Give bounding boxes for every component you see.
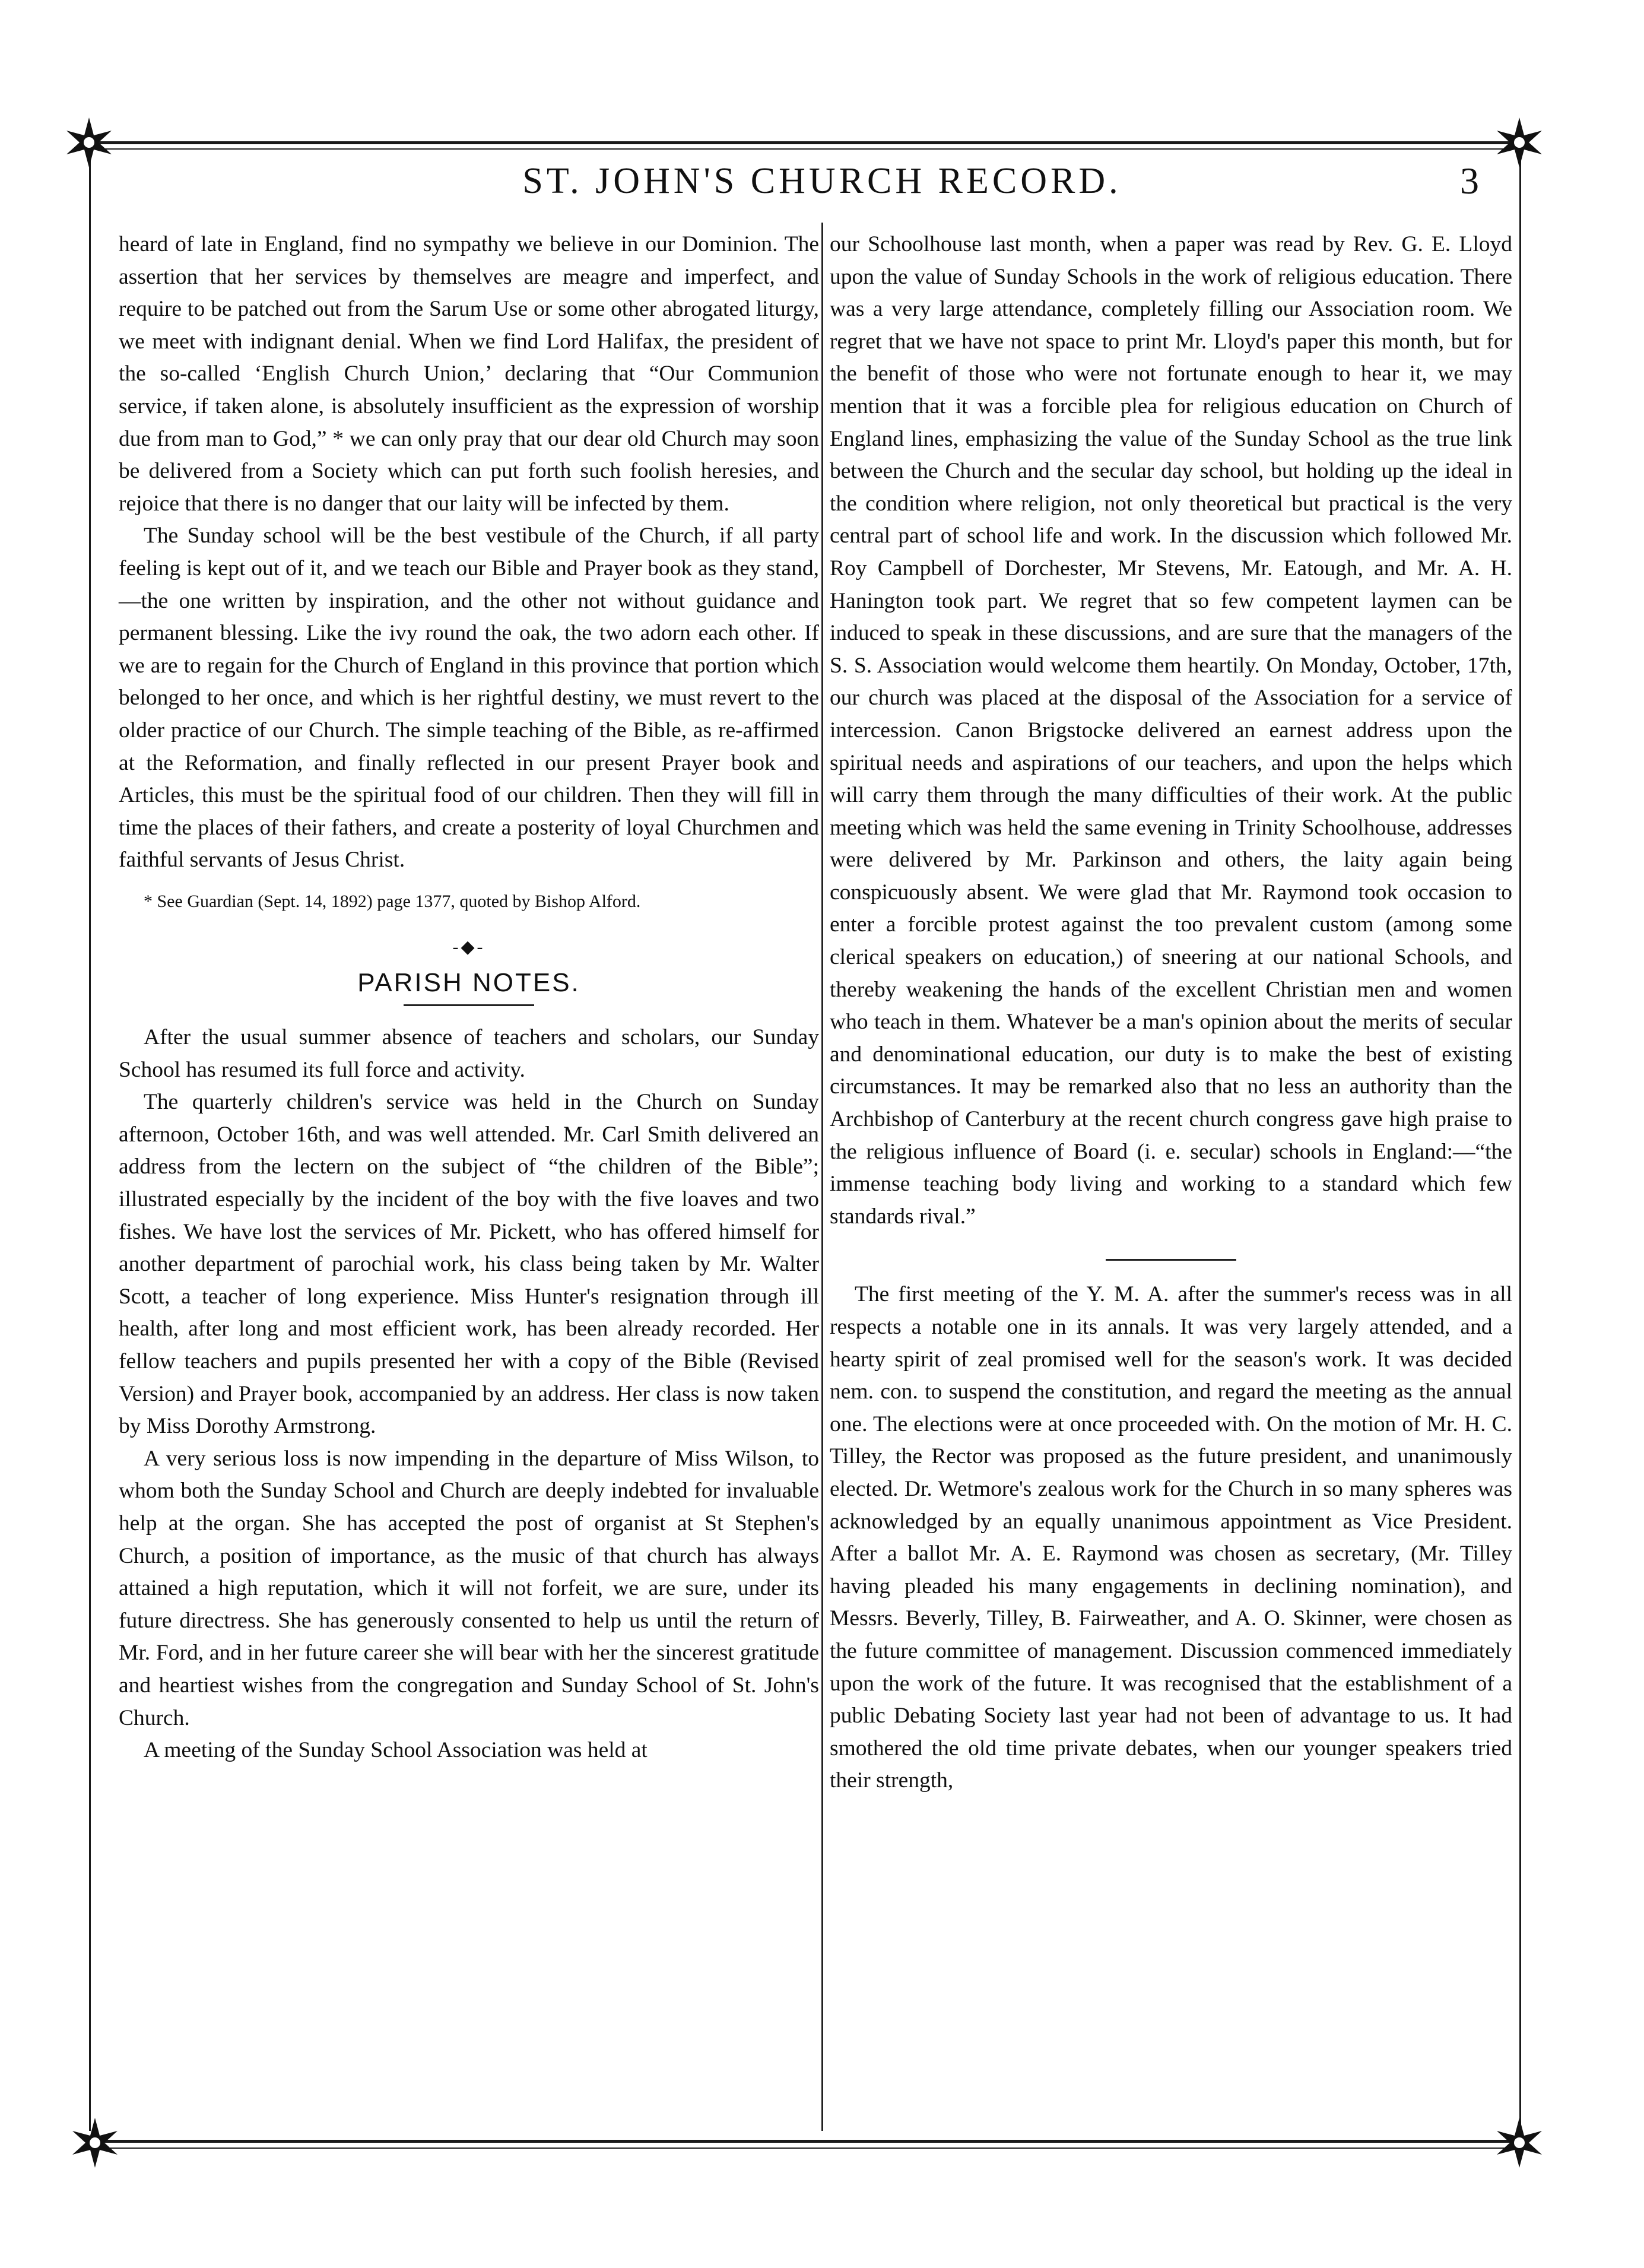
paragraph-continued: heard of late in England, find no sympathy we believe in our Dominion. The assertion that her services by themselves are meagre and imperfect, and require to be patched out from the Sarum Use or some other abrogated liturgy, we meet with indignant denial. When we find Lord Halifax, the president of the so-called ‘English Church Union,’ declaring that “Our Communion service, if taken alone, is absolutely insufficient as the expression of worship due from man to God,” * we can only pray that our dear old Church may soon be delivered from a Society which can put forth such foolish heresies, and rejoice that there is no danger that our laity will be infected by them. (119, 232, 819, 516)
bottom-border-rule (89, 2140, 1513, 2143)
left-column (119, 229, 819, 1767)
page-number: 3 (1460, 160, 1479, 202)
section-ornament: -◆- (452, 937, 485, 957)
top-border-rule (89, 141, 1513, 144)
section-rule (1106, 1259, 1236, 1261)
cross-ornament-icon (65, 2113, 125, 2172)
running-head: ST. JOHN'S CHURCH RECORD. (522, 161, 1122, 201)
cross-ornament-icon (1490, 2113, 1549, 2172)
paragraph-yma-meeting: The first meeting of the Y. M. A. after the summer's recess was in all respects a notable one in its annals. It was very largely attended, and a hearty spirit of zeal promised well for the season's work. It was decided nem. con. to suspend the constitution, and regard the meeting as the annual one. The elections were at once proceeded with. On the motion of Mr. H. C. Tilley, the Rector was proposed as the future president, and unanimously elected. Dr. Wetmore's zealous work for the Church in so many spheres was acknowledged by an equally unanimous appointment as Vice President. After a ballot Mr. A. E. Raymond was chosen as secretary, (Mr. Tilley having pleaded his many engagements in declining nomination), and Messrs. Beverly, Tilley, B. Fairweather, and A. O. Skinner, were chosen as the future committee of management. Discussion commenced immediately upon the work of the future. It was recognised that the establishment of a public Debating Society last year had not been of advantage to us. It had smothered the old time private debates, when our younger speakers tried their strength, (830, 1282, 1512, 1793)
footnote: * See Guardian (Sept. 14, 1892) page 1377, quoted by Bishop Alford. (144, 891, 641, 911)
right-column (830, 229, 1512, 1797)
paragraph-sunday-school: The Sunday school will be the best vestibule of the Church, if all party feeling is kept out of it, and we teach our Bible and Prayer book as they stand,—the one written by inspiration, and the other not without guidance and permanent blessing. Like the ivy round the oak, the two adorn each other. If we are to regain for the Church of England in this province that portion which belonged to her once, and which is her rightful destiny, we must revert to the older practice of our Church. The simple teaching of the Bible, as re-affirmed at the Reformation, and finally reflected in our present Prayer book and Articles, this must be the spiritual food of our children. Then they will fill in time the places of their fathers, and create a posterity of loyal Churchmen and faithful servants of Jesus Christ. (119, 524, 819, 873)
left-border-rule (89, 160, 91, 2131)
heading-rule (404, 1004, 534, 1006)
paragraph-schoolhouse-paper: our Schoolhouse last month, when a paper was read by Rev. G. E. Lloyd upon the value of Sunday Schools in the work of religious education. There was a very large attendance, completely filling our Association room. We regret that we have not space to print Mr. Lloyd's paper this month, but for the benefit of those who were not fortunate enough to hear it, we may mention that it was a forcible plea for religious education on Church of England lines, emphasizing the value of the Sunday School as the true link between the Church and the secular day school, but holding up the ideal in the condition where religion, not only theoretical but practical is the very central part of school life and work. In the discussion which followed Mr. Roy Campbell of Dorchester, Mr Stevens, Mr. Eatough, and Mr. A. H. Hanington took part. We regret that so few competent laymen can be induced to speak in these discussions, and are sure that the managers of the S. S. Association would welcome them heartily. On Monday, October, 17th, our church was placed at the disposal of the Association for a service of intercession. Canon Brigstocke delivered an earnest address upon the spiritual needs and aspirations of our teachers, and upon the helps which will carry them through the many difficulties of their work. At the public meeting which was held the same evening in Trinity Schoolhouse, addresses were delivered by Mr. Parkinson and others, the laity again being conspicuously absent. We were glad that Mr. Raymond took occasion to enter a forcible protest against the too prevalent custom (among some clerical speakers on education,) of sneering at our national Schools, and thereby weakening the hands of the excellent Christian men and women who teach in them. Whatever be a man's opinion about the merits of secular and denominational education, our duty is to make the best of existing circumstances. It may be remarked also that no less an authority than the Archbishop of Canterbury at the recent church congress gave high praise to the religious influence of Board (i. e. secular) schools in England:—“the immense teaching body living and working to a standard which few standards rival.” (830, 232, 1512, 1229)
bottom-border-rule-thin (89, 2148, 1513, 2149)
top-border-rule-thin (89, 148, 1513, 150)
right-border-rule (1519, 160, 1521, 2131)
paragraph-association-meeting: A meeting of the Sunday School Association was held at (144, 1738, 648, 1763)
section-heading: PARISH NOTES. (357, 968, 580, 998)
paragraph-miss-wilson: A very serious loss is now impending in the departure of Miss Wilson, to whom both the Sunday School and Church are deeply indebted for invaluable help at the organ. She has accepted the post of organist at St Stephen's Church, a position of importance, as the music of that church has always attained a high reputation, which it will not forfeit, we are sure, under its future directress. She has generously consented to help us until the return of Mr. Ford, and in her future career she will bear with her the sincerest gratitude and heartiest wishes from the congregation and Sunday School of St. John's Church. (119, 1446, 819, 1730)
column-divider-rule (821, 223, 823, 2131)
paragraph-summer-absence: After the usual summer absence of teachers and scholars, our Sunday School has resumed its full force and activity. (119, 1025, 819, 1082)
paragraph-childrens-service: The quarterly children's service was held in the Church on Sunday afternoon, October 16th, and was well attended. Mr. Carl Smith delivered an address from the lectern on the subject of “the children of the Bible”; illustrated especially by the incident of the boy with the five loaves and two fishes. We have lost the services of Mr. Pickett, who has offered himself for another department of parochial work, his class being taken by Mr. Walter Scott, a teacher of long experience. Miss Hunter's resignation through ill health, after long and most efficient work, has been already recorded. Her fellow teachers and pupils presented her with a copy of the Bible (Revised Version) and Prayer book, accompanied by an address. Her class is now taken by Miss Dorothy Armstrong. (119, 1090, 819, 1439)
